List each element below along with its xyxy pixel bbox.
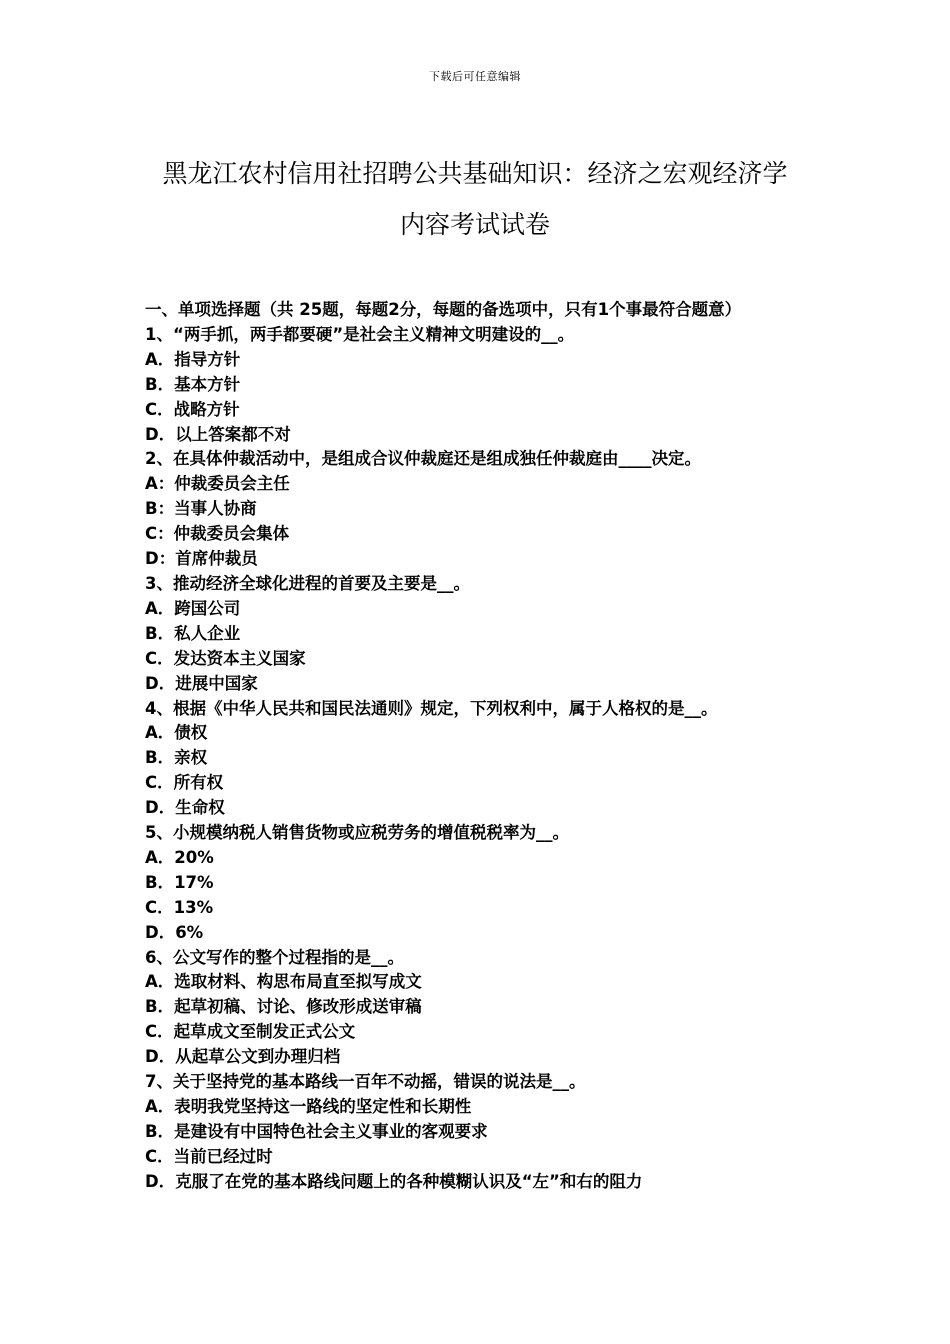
option-a: A．债权 — [145, 723, 208, 743]
option-a: A．选取材料、构思布局直至拟写成文 — [145, 972, 422, 992]
question-7 — [145, 1070, 810, 1195]
question-stem: 4、根据《中华人民共和国民法通则》规定，下列权利中，属于人格权的是__。 — [145, 698, 718, 718]
question-stem: 7、关于坚持党的基本路线一百年不动摇，错误的说法是__。 — [145, 1072, 586, 1092]
option-d: D．从起草公文到办理归档 — [145, 1047, 341, 1067]
exam-content — [145, 298, 810, 1195]
option-a: A．跨国公司 — [145, 598, 241, 618]
question-6 — [145, 946, 810, 1071]
question-4 — [145, 697, 810, 822]
option-c: C．战略方针 — [145, 399, 240, 419]
question-1 — [145, 323, 810, 448]
question-stem: 2、在具体仲裁活动中，是组成合议仲裁庭还是组成独任仲裁庭由____决定。 — [145, 449, 701, 469]
question-stem: 1、“两手抓，两手都要硬”是社会主义精神文明建设的__。 — [145, 324, 575, 344]
option-c: C：仲裁委员会集体 — [145, 524, 290, 544]
question-stem: 5、小规模纳税人销售货物或应税劳务的增值税税率为__。 — [145, 823, 569, 843]
document-title-line-2: 内容考试试卷 — [399, 210, 550, 239]
option-c: C．当前已经过时 — [145, 1146, 273, 1166]
option-b: B．起草初稿、讨论、修改形成送审稿 — [145, 997, 422, 1017]
option-d: D．以上答案都不对 — [145, 424, 291, 444]
option-d: D．进展中国家 — [145, 673, 258, 693]
option-d: D．6% — [145, 922, 204, 942]
option-d: D．生命权 — [145, 798, 225, 818]
document-title-line-1: 黑龙江农村信用社招聘公共基础知识：经济之宏观经济学 — [162, 159, 788, 188]
option-c: C．起草成文至制发正式公文 — [145, 1022, 356, 1042]
option-c: C．13% — [145, 897, 214, 917]
page-header-note: 下载后可任意编辑 — [429, 70, 521, 83]
question-stem: 6、公文写作的整个过程指的是__。 — [145, 947, 404, 967]
option-a: A．表明我党坚持这一路线的坚定性和长期性 — [145, 1097, 472, 1116]
option-a: A．20% — [145, 847, 214, 867]
option-d: D：首席仲裁员 — [145, 549, 258, 569]
option-c: C．发达资本主义国家 — [145, 648, 306, 668]
option-b: B．17% — [145, 872, 214, 892]
option-b: B．是建设有中国特色社会主义事业的客观要求 — [145, 1121, 488, 1141]
question-5 — [145, 821, 810, 946]
question-2 — [145, 447, 810, 572]
option-b: B：当事人协商 — [145, 499, 257, 519]
option-b: B．亲权 — [145, 748, 208, 768]
option-d: D．克服了在党的基本路线问题上的各种模糊认识及“左”和右的阻力 — [145, 1171, 643, 1191]
option-b: B．基本方针 — [145, 374, 241, 394]
question-3 — [145, 572, 810, 697]
document-title — [120, 148, 830, 250]
option-c: C．所有权 — [145, 773, 224, 793]
option-a: A．指导方针 — [145, 349, 241, 369]
option-b: B．私人企业 — [145, 623, 241, 643]
section-heading: 一、单项选择题（共 25题，每题2分，每题的备选项中，只有1个事最符合题意） — [145, 300, 742, 319]
option-a: A：仲裁委员会主任 — [145, 474, 290, 494]
question-stem: 3、推动经济全球化进程的首要及主要是__。 — [145, 573, 470, 593]
